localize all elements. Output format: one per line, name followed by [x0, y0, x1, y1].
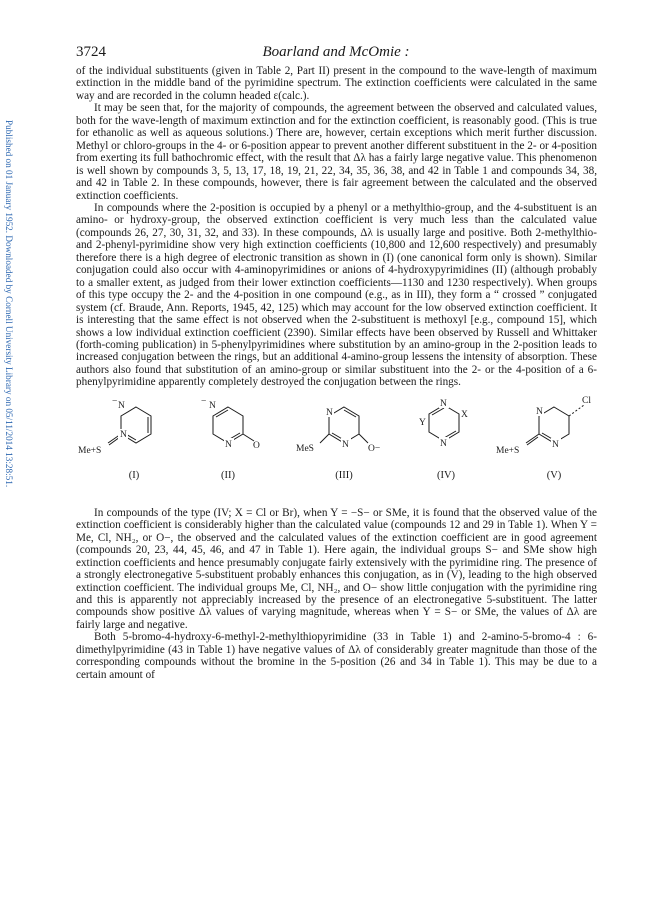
charge-minus: − — [112, 396, 118, 407]
substituent-x: X — [461, 409, 468, 420]
structure-v — [494, 393, 604, 481]
page-header — [76, 44, 596, 64]
substituent-mes: MeS — [296, 443, 314, 454]
structure-ii-drawing — [188, 393, 278, 468]
structure-iii — [284, 393, 404, 481]
paragraph: In compounds of the type (IV; X = Cl or Br), when Y = −S− or SMe, it is found that the observed value of the extinction coefficient is considerably higher than the calculated value (compounds 12 and 29 in Table 1). When Y = Me, Cl, NH₂, or O−, the observed and the calculated values of the extinction coefficient are in good agreement (compounds 20, 23, 44, 45, 46, and 47 in Table 1). Here again, the individual groups S− and SMe show high extinction coefficients and hence presumably conjugate fairly extensively with the pyrimidine ring. The presence of a strongly electronegative 5-substituent probably enhances this conjugation, as in (V), leading to the high observed extinction coefficient. The individual groups Me, Cl, NH₂, and O− show little conjugation with the pyrimidine ring and this is apparently not appreciably increased by the presence of an electronegative 5-substituent. The latter compounds show positive Δλ values of varying magnitude, whereas when Y = S− or SMe, the values of Δλ are fairly large and negative. — [76, 506, 597, 631]
paragraph: Both 5-bromo-4-hydroxy-6-methyl-2-methylthiopyrimidine (33 in Table 1) and 2-amino-5-bromo-4 : 6-dimethylpyrimidine (43 in Table 1) have negative values of Δλ of considerably greater magnitude than those of the corresponding compounds without the bromine in the 5-position (26 and 34 in Table 1). This may be due to a certain amount of — [76, 631, 597, 681]
substituent-y: Y — [419, 417, 426, 428]
chemical-structures — [76, 393, 597, 501]
substituent-cl: Cl — [582, 395, 591, 406]
running-title: Boarland and McOmie : — [262, 44, 410, 60]
structure-label: (IV) — [436, 469, 456, 481]
atom-n-top: N — [326, 407, 333, 418]
structure-label: (III) — [335, 469, 353, 481]
substituent-mes: Me+S — [78, 445, 102, 456]
structure-v-drawing — [494, 393, 604, 468]
atom-n-top: N — [118, 400, 125, 411]
structure-iv — [404, 393, 494, 481]
article-body — [76, 65, 597, 681]
substituent-o: O — [253, 440, 260, 451]
atom-n-top: N — [440, 398, 447, 409]
atom-n-bottom: N — [342, 439, 349, 450]
structure-label: (V) — [546, 469, 562, 481]
download-notice-text: Published on 01 January 1952. Downloaded by Cornell University Library on 05/11/2014 13:28:51. — [4, 120, 14, 488]
structure-label: (II) — [221, 469, 235, 481]
structure-i — [76, 393, 176, 481]
atom-n-bottom: N — [440, 438, 447, 449]
paragraph: It may be seen that, for the majority of compounds, the agreement between the observed and calculated values, both for the wave-length of maximum extinction and for the extinction coefficient, is reasonably good. (This is true for ethanolic as well as aqueous solutions.) There are, however, certain exceptions which merit further discussion. Methyl or chloro-groups in the 4- or 6-position appear to prevent another different substituent in the 2- or 4-position from exerting its full bathochromic effect, with the result that Δλ has a fairly large negative value. This phenomenon is well shown by compounds 3, 5, 13, 17, 18, 19, 21, 22, 34, 35, 36, 38, and 42 in Table 1 and compounds 34, 38, and 42 in Table 2. In these compounds, however, there is fair agreement between the calculated and the observed extinction coefficients. — [76, 102, 597, 202]
download-notice — [2, 120, 14, 680]
charge-minus: − — [201, 396, 207, 407]
atom-n-top: N — [209, 400, 216, 411]
structure-label: (I) — [128, 469, 140, 481]
atom-n-bottom: N — [120, 429, 127, 440]
structure-i-drawing — [76, 393, 176, 468]
structure-iii-drawing — [284, 393, 404, 468]
atom-n-top: N — [536, 406, 543, 417]
structure-iv-drawing — [404, 393, 494, 468]
structure-ii — [188, 393, 278, 481]
substituent-o-minus: O− — [368, 443, 381, 454]
page-number: 3724 — [76, 44, 106, 60]
atom-n-bottom: N — [225, 439, 232, 450]
paragraph: of the individual substituents (given in Table 2, Part II) present in the compound to the wave-length of maximum extinction in the middle band of the pyrimidine spectrum. The extinction coefficients were calculated in the same way and are recorded in the column headed ε(calc.). — [76, 65, 597, 102]
atom-n-bottom: N — [552, 439, 559, 450]
substituent-mes: Me+S — [496, 445, 520, 456]
paragraph: In compounds where the 2-position is occupied by a phenyl or a methylthio-group, and the 4-substituent is an amino- or hydroxy-group, the observed extinction coefficient is very much less than the calculated value (compounds 26, 27, 30, 31, 32, and 33). In these compounds, Δλ is usually large and positive. Both 2-methylthio- and 2-phenyl-pyrimidine show very high extinction coefficients (10,800 and 12,600 respectively) and presumably therefore there is a high degree of electronic transition as shown in (I) (one canonical form only is shown). Similar conjugation could also occur with 4-aminopyrimidines or anions of 4-hydroxypyrimidines (II) (although probably to a smaller extent, as judged from their lower extinction coefficients—1130 and 1230 respectively). When groups of this type occupy the 2- and the 4-position in one compound (e.g., as in III), they form a “ crossed ” conjugated system (cf. Braude, Ann. Reports, 1945, 42, 125) which may account for the low observed extinction coefficient. It is interesting that the same effect is not observed when the 2-substituent is methoxyl [e.g., compound 15], which shows a low individual extinction coefficient (2390). Similar effects have been observed by Russell and Whittaker (forth-coming publication) in 5-phenylpyrimidines where substitution by an amino-group in the 2-position leads to increased conjugation between the rings, but an additional 4-amino-group lessens the intensity of absorption. These authors also found that substitution of an amino-group or similar substituent into the 2- or the 4-position of a 6-phenylpyrimidine apparently completely destroyed the conjugation between the rings. — [76, 201, 597, 389]
